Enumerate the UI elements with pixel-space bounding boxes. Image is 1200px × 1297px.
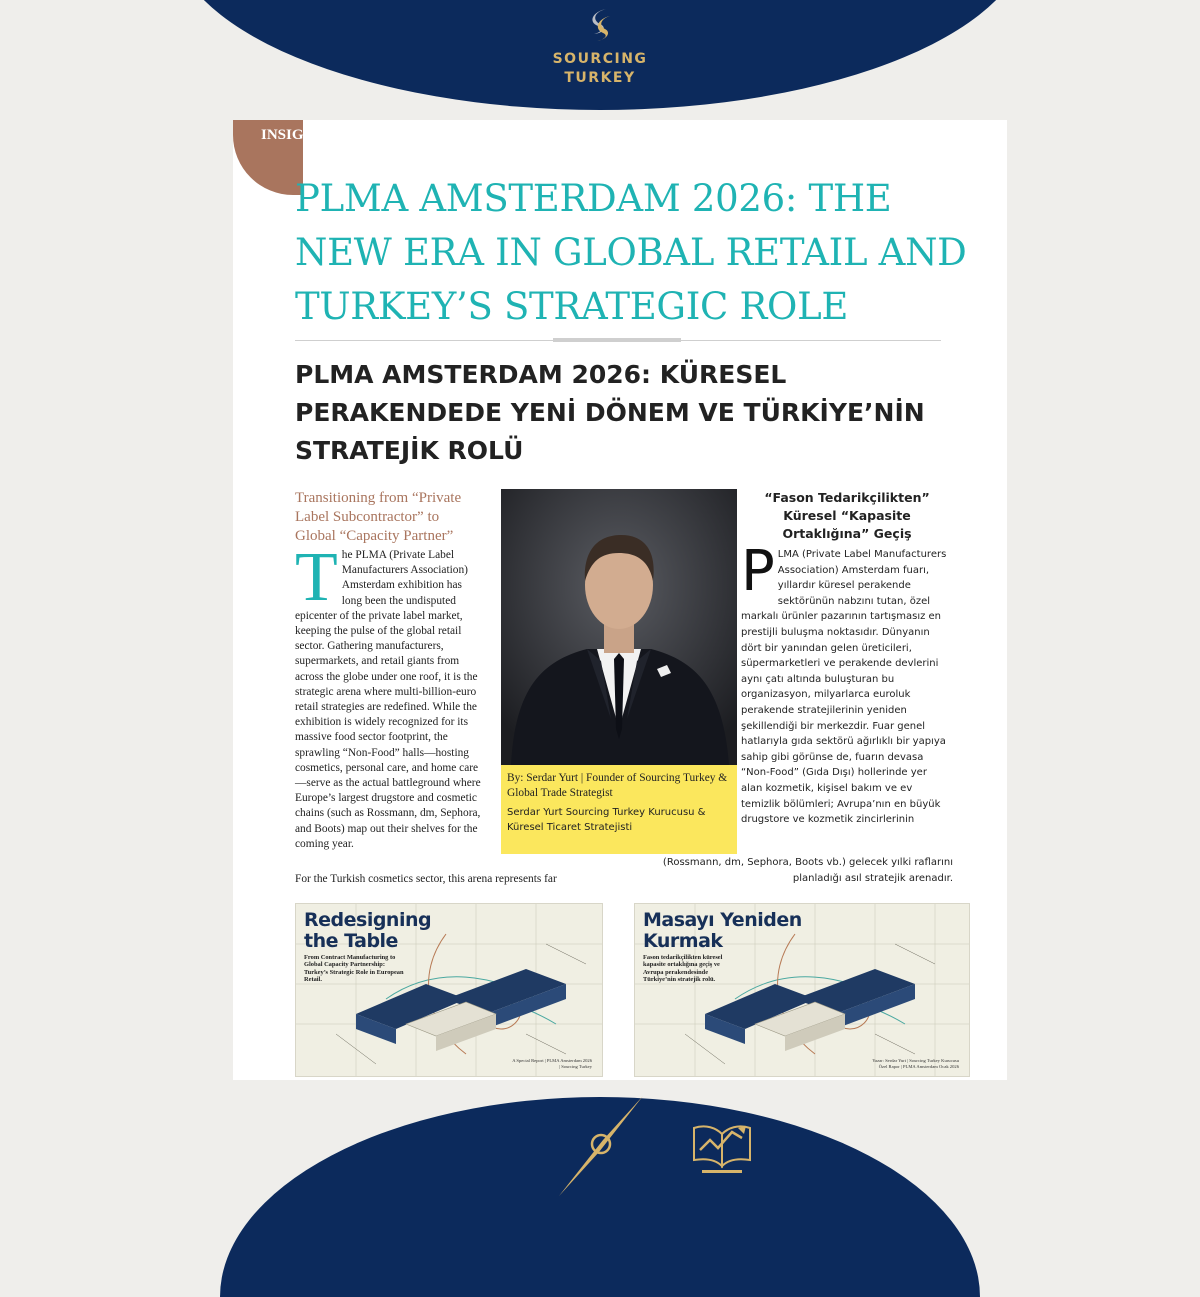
cover-footer-english: A Special Report | PLMA Amsterdam 2026 | Sourcing Turkey: [512, 1058, 592, 1069]
headline-turkish: PLMA AMSTERDAM 2026: KÜRESEL PERAKENDEDE YENİ DÖNEM VE TÜRKİYE’NİN STRATEJİK ROLÜ: [295, 360, 925, 465]
body-english-continuation: For the Turkish cosmetics sector, this arena represents far: [295, 873, 557, 885]
divider-accent: [553, 338, 681, 342]
body-english: [295, 539, 481, 852]
author-photo: [501, 489, 737, 765]
author-portrait-illustration: [501, 489, 737, 765]
headline-english: PLMA AMSTERDAM 2026: THE NEW ERA IN GLOBAL RETAIL AND TURKEY’S STRATEGIC ROLE: [295, 177, 967, 328]
cover-subtitle-english: From Contract Manufacturing to Global Capacity Partnership: Turkey’s Strategic Role in European Retail.: [304, 954, 404, 984]
dropcap-turkish: P: [741, 539, 775, 604]
brand-logo[interactable]: [0, 6, 1200, 88]
cover-title-turkish: Masayı Yeniden Kurmak: [643, 909, 802, 952]
body-turkish: [741, 539, 951, 828]
cover-subtitle-turkish: Fason tedarikçilikten küresel kapasite ortaklığına geçiş ve Avrupa perakendesinde Türkiye’nin stratejik rolü.: [643, 954, 723, 984]
caption-turkish: Serdar Yurt Sourcing Turkey Kurucusu & Küresel Ticaret Stratejisti: [507, 807, 706, 833]
column-english: [295, 489, 481, 852]
sourcing-turkey-logo-icon: [580, 6, 620, 50]
open-book-growth-icon[interactable]: [688, 1120, 758, 1182]
brand-name-line2: TURKEY: [564, 70, 636, 86]
brand-name-line1: SOURCING: [552, 51, 648, 67]
section-label: INSIGHTS: [261, 127, 334, 143]
cover-title-english: Redesigning the Table: [304, 909, 432, 952]
report-cover-english[interactable]: [295, 903, 603, 1077]
body-turkish-text: LMA (Private Label Manufacturers Association) Amsterdam fuarı, yıllardır küresel perakende sektörünün nabzını tutan, özel markalı ürünler pazarının tartışmasız en prestijli buluşma noktasıdır. Dünyanın dört bir yanından gelen üreticileri, süpermarketleri ve perakende devlerini aynı çatı altında buluşturan bu organizasyon, milyarlarca euroluk perakende stratejilerinin yeniden şekillendiği bir merkezdir. Fuar genel hatlarıyla gıda sektörü ağırlıklı bir yapıya sahip gibi görünse de, fuarın devasa “Non-Food” (Gıda Dışı) hollerinde yer alan kozmetik, kişisel bakım ve ev temizlik bölümleri; Avrupa’nın en büyük drugstore ve kozmetik zincirlerinin: [741, 549, 947, 826]
photo-caption: [501, 765, 737, 854]
magazine-page: [233, 120, 1007, 1080]
caption-english: By: Serdar Yurt | Founder of Sourcing Turkey & Global Trade Strategist: [507, 772, 728, 799]
body-turkish-continuation: (Rossmann, dm, Sephora, Boots vb.) gelecek yılki raflarını planladığı asıl stratejik arenadır.: [662, 857, 953, 884]
body-english-text: he PLMA (Private Label Manufacturers Association) Amsterdam exhibition has long been the undisputed epicenter of the private label market, keeping the pulse of the global retail sector. Gathering manufacturers, supermarkets, and retail giants from across the globe under one roof, it is the strategic arena where multi-billion-euro retail strategies are redefined. While the exhibition is widely recognized for its massive food sector footprint, the sprawling “Non-Food” halls—hosting cosmetics, personal care, and home care—serve as the actual battleground where Europe’s largest drugstore and cosmetic chains (such as Rossmann, dm, Sephora, and Boots) map out their shelves for the coming year.: [295, 549, 481, 850]
subhead-english: Transitioning from “Private Label Subcontractor” to Global “Capacity Partner”: [295, 490, 462, 544]
dropcap-english: T: [295, 539, 338, 616]
cover-footer-turkish: Yazar: Serdar Yurt | Sourcing Turkey Kurucusu Özel Rapor | PLMA Amsterdam Ocak 2026: [872, 1058, 959, 1069]
subhead-turkish: “Fason Tedarikçilikten” Küresel “Kapasite Ortaklığına” Geçiş: [764, 490, 930, 541]
report-cover-turkish[interactable]: [634, 903, 970, 1077]
compass-needle-icon: [555, 1092, 655, 1200]
